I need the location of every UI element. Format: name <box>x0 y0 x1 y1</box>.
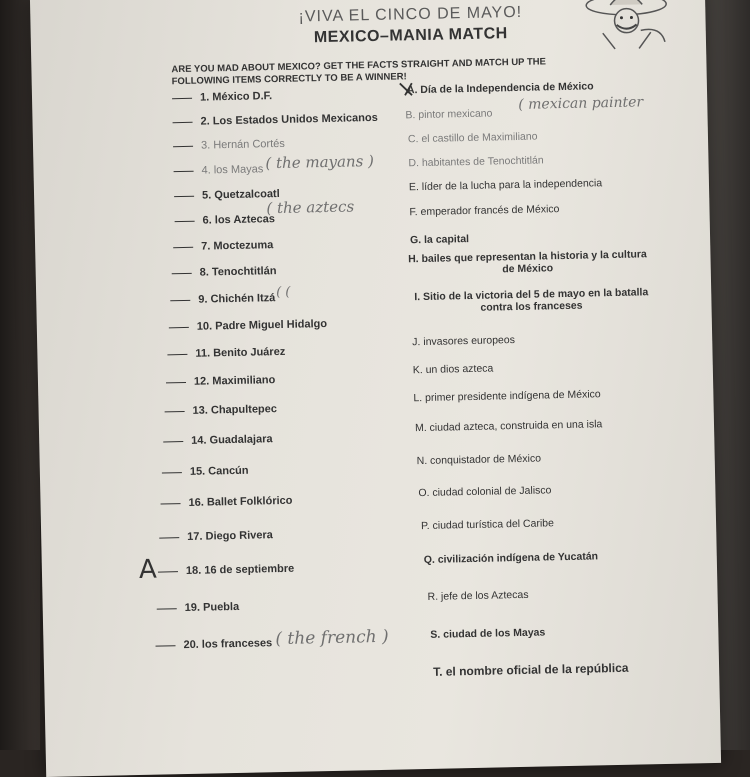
instructions-text: ARE YOU MAD ABOUT MEXICO? GET THE FACTS STRAIGHT AND MATCH UP THE FOLLOWING ITEMS CORRECTLY TO BE A WINNER! <box>171 56 547 88</box>
right-item-o: O. ciudad colonial de Jalisco <box>418 484 552 500</box>
checkmark-icon <box>398 81 414 97</box>
answer-blank[interactable] <box>170 299 190 301</box>
answer-blank[interactable] <box>162 471 182 473</box>
answer-blank[interactable] <box>174 195 194 197</box>
answer-blank[interactable] <box>163 440 183 442</box>
answer-blank[interactable] <box>166 381 186 383</box>
page-subtitle: MEXICO–MANIA MATCH <box>313 25 508 47</box>
answer-blank[interactable] <box>175 220 195 222</box>
answer-blank[interactable] <box>158 570 178 572</box>
handwritten-note-chichen: ( ( <box>275 284 291 301</box>
left-item-15: 15. Cancún <box>162 465 249 479</box>
left-item-18: 18. 16 de septiembre <box>158 563 294 578</box>
right-item-r: R. jefe de los Aztecas <box>427 588 529 603</box>
left-item-7: 7. Moctezuma <box>173 239 273 253</box>
left-item-10: 10. Padre Miguel Hidalgo <box>169 318 327 333</box>
left-item-11: 11. Benito Juárez <box>167 346 285 360</box>
right-item-k: K. un dios azteca <box>412 362 494 377</box>
left-item-19: 19. Puebla <box>157 601 240 615</box>
left-item-12: 12. Maximiliano <box>166 374 276 388</box>
right-item-j: J. invasores europeos <box>412 334 516 349</box>
left-item-5: 5. Quetzalcoatl <box>174 188 280 202</box>
right-item-n: N. conquistador de México <box>416 452 542 468</box>
page-title: ¡VIVA EL CINCO DE MAYO! <box>298 3 523 26</box>
answer-blank[interactable] <box>161 502 181 504</box>
answer-blank[interactable] <box>173 121 193 123</box>
right-item-b: B. pintor mexicano <box>405 107 493 122</box>
answer-blank[interactable] <box>173 246 193 248</box>
handwritten-answer-18: A <box>138 554 158 585</box>
left-item-9: 9. Chichén Itzá <box>170 292 275 306</box>
worksheet-paper <box>30 0 721 777</box>
right-item-a: A. Día de la Independencia de México <box>406 80 594 97</box>
left-item-20: 20. los franceses <box>155 637 272 651</box>
left-item-14: 14. Guadalajara <box>163 433 273 447</box>
right-item-p: P. ciudad turística del Caribe <box>420 517 555 533</box>
answer-blank[interactable] <box>173 145 193 147</box>
answer-blank[interactable] <box>172 272 192 274</box>
left-item-13: 13. Chapultepec <box>164 403 277 417</box>
answer-blank[interactable] <box>155 644 175 646</box>
answer-blank[interactable] <box>174 170 194 172</box>
mariachi-logo-icon <box>580 0 673 52</box>
right-item-g: G. la capital <box>409 233 470 247</box>
right-item-e: E. líder de la lucha para la independencia <box>408 177 603 194</box>
right-item-h: H. bailes que representan la historia y la cultura de México <box>408 248 647 276</box>
left-item-8: 8. Tenochtitlán <box>172 265 277 279</box>
left-item-2: 2. Los Estados Unidos Mexicanos <box>172 112 377 128</box>
answer-blank[interactable] <box>169 326 189 328</box>
right-item-m: M. ciudad azteca, construida en una isla <box>414 418 603 435</box>
right-item-d: D. habitantes de Tenochtitlán <box>408 154 544 170</box>
left-item-17: 17. Diego Rivera <box>159 529 273 543</box>
left-item-4: 4. los Mayas <box>173 163 263 177</box>
handwritten-note-mayans: ( the mayans ) <box>265 151 375 173</box>
right-item-l: L. primer presidente indígena de México <box>413 388 601 405</box>
left-item-1: 1. México D.F. <box>172 90 272 104</box>
answer-blank[interactable] <box>159 536 179 538</box>
left-item-6: 6. los Aztecas <box>175 213 276 227</box>
right-item-q: Q. civilización indígena de Yucatán <box>423 550 599 567</box>
answer-blank[interactable] <box>167 353 187 355</box>
right-item-f: F. emperador francés de México <box>409 203 560 219</box>
left-item-16: 16. Ballet Folklórico <box>160 495 292 510</box>
handwritten-note-aztecs: ( the aztecs <box>266 197 355 218</box>
right-item-i: I. Sitio de la victoria del 5 de mayo en la batalla contra los franceses <box>414 286 649 314</box>
handwritten-note-painter: ( mexican painter <box>518 94 644 113</box>
answer-blank[interactable] <box>165 410 185 412</box>
handwritten-note-french: ( the french ) <box>275 626 389 650</box>
right-item-t: T. el nombre oficial de la república <box>432 660 629 679</box>
left-item-3: 3. Hernán Cortés <box>173 138 285 152</box>
answer-blank[interactable] <box>157 607 177 609</box>
answer-blank[interactable] <box>172 97 192 99</box>
right-item-c: C. el castillo de Maximiliano <box>407 130 538 146</box>
right-item-s: S. ciudad de los Mayas <box>430 626 546 641</box>
